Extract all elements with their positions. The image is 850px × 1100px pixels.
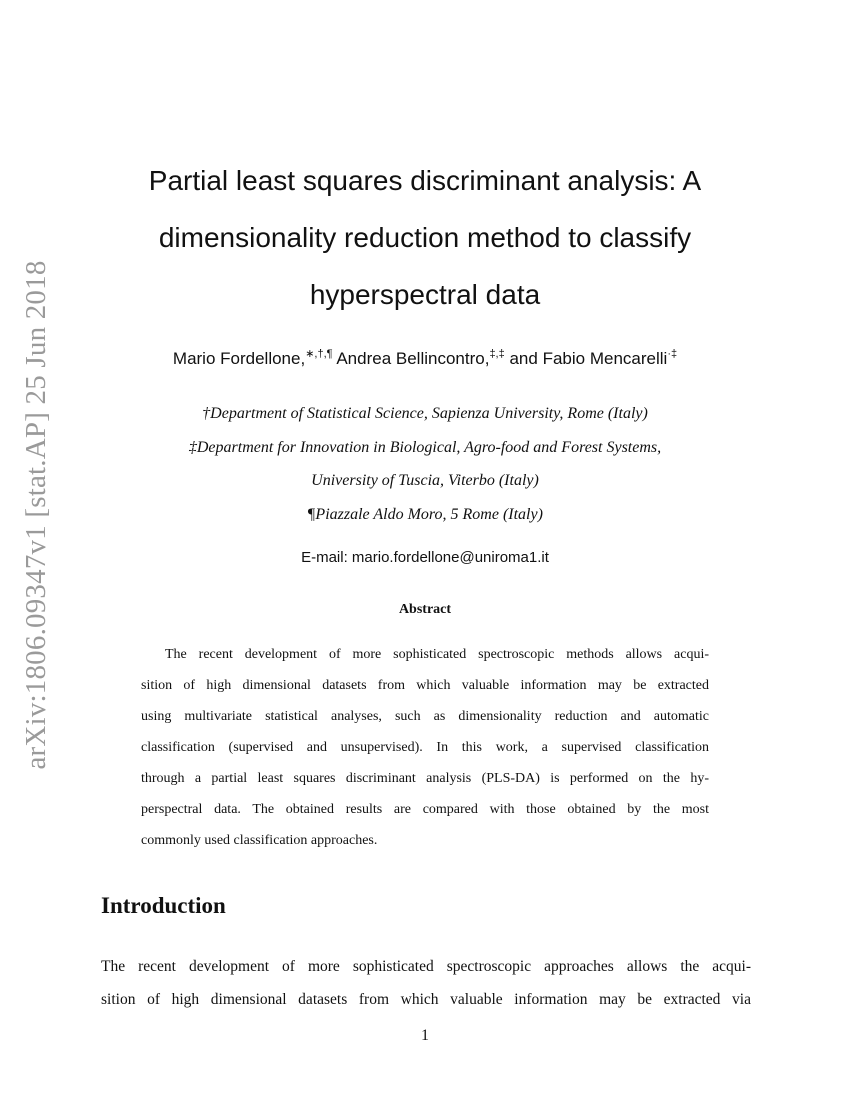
abstract-heading: Abstract: [398, 602, 452, 617]
title-line: dimensionality reduction method to classify: [158, 222, 692, 253]
author-list: [80, 347, 770, 371]
affiliation-line: ¶Piazzale Aldo Moro, 5 Rome (Italy): [307, 505, 543, 523]
abstract-line: classification (supervised and unsupervised). In this work, a supervised classification: [141, 740, 709, 755]
contact-email: E-mail: mario.fordellone@uniroma1.it: [301, 549, 549, 566]
title-line: hyperspectral data: [309, 279, 541, 310]
section-heading-introduction: Introduction: [101, 893, 226, 918]
title-line: Partial least squares discriminant analysis: A: [148, 165, 702, 196]
affiliation-marks: ·‡: [667, 348, 678, 360]
abstract-body: [141, 639, 709, 856]
author-connector: and: [509, 349, 538, 368]
affiliation-line: ‡Department for Innovation in Biological, Agro-food and Forest Systems,: [188, 438, 662, 456]
abstract-line: The recent development of more sophisticated spectroscopic methods allows acqui-: [165, 647, 709, 662]
author-name: Fabio Mencarelli: [542, 349, 668, 368]
affiliations: [80, 397, 770, 531]
affiliation-marks: ‡,‡: [489, 348, 505, 360]
arxiv-identifier-stamp: arXiv:1806.09347v1 [stat.AP] 25 Jun 2018: [20, 260, 52, 770]
introduction-line: sition of high dimensional datasets from which valuable information may be extracted via: [101, 991, 751, 1008]
abstract-line: commonly used classification approaches.: [141, 833, 378, 848]
affiliation-marks: ∗,†,¶: [305, 348, 333, 360]
page-number: 1: [421, 1027, 429, 1044]
abstract-line: perspectral data. The obtained results are compared with those obtained by the most: [141, 802, 709, 817]
abstract-line: through a partial least squares discriminant analysis (PLS-DA) is performed on the hy-: [141, 771, 709, 786]
paper-title: [90, 152, 760, 323]
abstract-line: sition of high dimensional datasets from which valuable information may be extracted: [141, 678, 709, 693]
author-name: Mario Fordellone,: [172, 349, 306, 368]
introduction-body: [101, 950, 751, 1016]
affiliation-line: †Department of Statistical Science, Sapienza University, Rome (Italy): [202, 405, 648, 422]
affiliation-line: University of Tuscia, Viterbo (Italy): [311, 472, 539, 489]
author-name: Andrea Bellincontro,: [336, 349, 490, 368]
abstract-line: using multivariate statistical analyses, such as dimensionality reduction and automatic: [141, 709, 709, 724]
introduction-line: The recent development of more sophisticated spectroscopic approaches allows the acqui-: [101, 958, 751, 975]
